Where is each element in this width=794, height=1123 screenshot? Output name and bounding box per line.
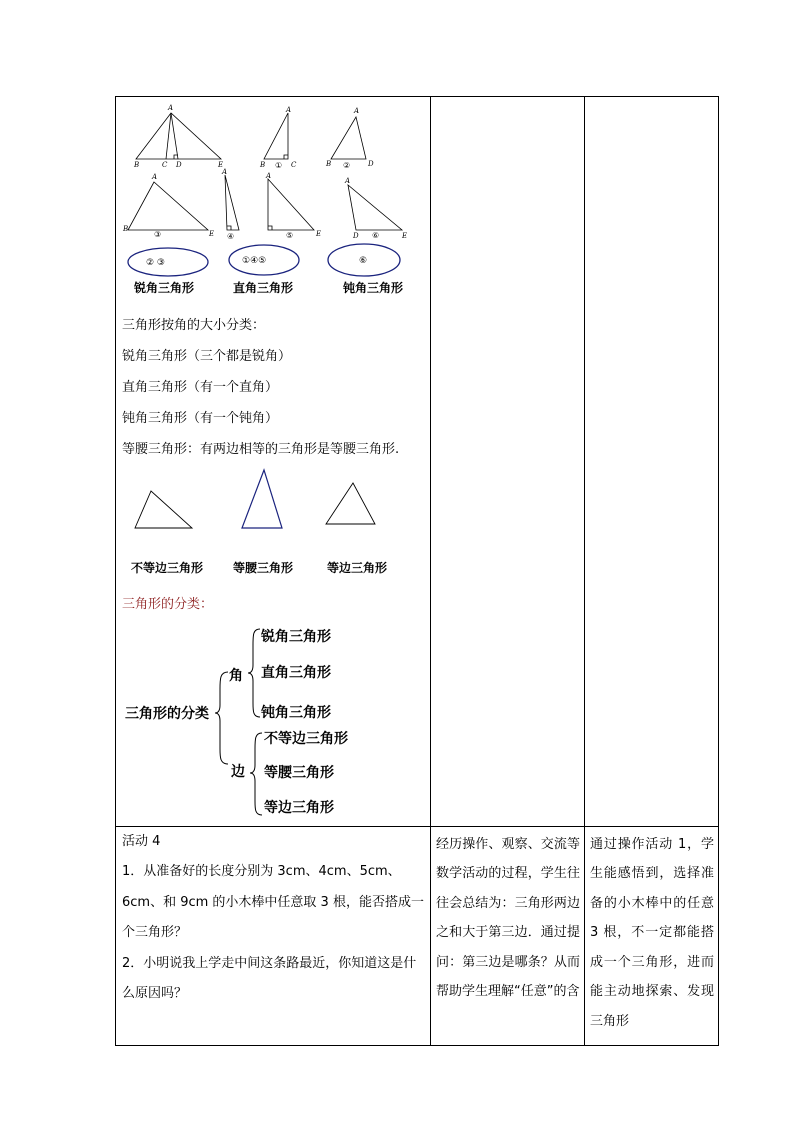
isosceles-triangle (242, 470, 282, 528)
vertex-b: B (123, 225, 129, 233)
side-item-isosceles: 等腰三角形 (264, 765, 334, 781)
angle-heading: 三角形按角的大小分类： (122, 318, 266, 333)
note-cell (585, 826, 719, 1045)
vertex-c: C (162, 161, 168, 169)
triangle-6 (348, 185, 402, 230)
side-label: 边 (231, 764, 245, 780)
content-cell (116, 97, 431, 827)
group-members: ② ③ (146, 258, 165, 268)
vertex-a: A (345, 177, 351, 185)
triangle-3 (128, 182, 208, 230)
angle-item-right: 直角三角形 (261, 665, 331, 681)
purpose-cell-top (431, 97, 585, 827)
vertex-b: B (260, 161, 266, 169)
acute-definition: 锐角三角形（三个都是锐角） (122, 349, 292, 364)
vertex-a: A (152, 173, 158, 181)
triangle-figures (116, 97, 430, 297)
vertex-b: B (326, 160, 332, 168)
activity4-question1: 1．从准备好的长度分别为 3cm、4cm、5cm、6cm、和 9cm 的小木棒中任意取 3 根，能否搭成一个三角形？ (122, 864, 424, 941)
angle-label: 角 (229, 668, 243, 684)
side-item-scalene: 不等边三角形 (264, 731, 348, 747)
triangle-4 (225, 175, 239, 230)
isosceles-definition: 等腰三角形：有两边相等的三角形是等腰三角形. (122, 442, 400, 457)
classification-heading: 三角形的分类： (122, 597, 214, 612)
activity4-title: 活动 4 (122, 833, 161, 849)
vertex-d: D (368, 160, 374, 168)
vertex-a: A (222, 168, 228, 176)
group-label-acute: 锐角三角形 (134, 281, 195, 295)
vertex-b: B (134, 161, 140, 169)
angle-item-acute: 锐角三角形 (261, 629, 331, 645)
triangle-number: ① (275, 161, 283, 170)
activity-cell (116, 826, 431, 1045)
triangle-number: ④ (227, 232, 235, 241)
vertex-c: C (291, 161, 297, 169)
angle-brace (248, 629, 260, 717)
group-label-right: 直角三角形 (233, 281, 294, 295)
angle-item-obtuse: 钝角三角形 (261, 705, 331, 721)
scalene-triangle (135, 491, 192, 528)
vertex-d: D (176, 161, 182, 169)
vertex-d: D (353, 232, 359, 240)
vertex-e: E (402, 232, 408, 240)
isosceles-label: 等腰三角形 (233, 561, 294, 575)
group-members: ⑥ (359, 256, 368, 266)
triangle-2 (331, 117, 366, 159)
vertex-e: E (316, 230, 322, 238)
scalene-label: 不等边三角形 (131, 561, 204, 575)
vertex-a: A (286, 106, 292, 114)
equilateral-label: 等边三角形 (327, 561, 388, 575)
vertex-e: E (218, 161, 224, 169)
vertex-a: A (168, 104, 174, 112)
side-item-equilateral: 等边三角形 (264, 800, 334, 816)
purpose-text: 经历操作、观察、交流等数学活动的过程，学生往往会总结为：三角形两边之和大于第三边．通过提问：第三边是哪条？从而帮助学生理解“任意”的含 (436, 836, 580, 1000)
triangle-number: ③ (154, 230, 162, 239)
side-brace (250, 733, 262, 815)
group-label-obtuse: 钝角三角形 (343, 281, 404, 295)
vertex-a: A (354, 107, 360, 115)
activity4-question2: 2．小明说我上学走中间这条路最近，你知道这是什么原因吗？ (122, 955, 417, 1002)
classification-root: 三角形的分类 (125, 706, 209, 722)
triangle-number: ② (343, 161, 351, 170)
note-text: 通过操作活动 1，学生能感悟到，选择准备的小木棒中的任意 3 根，不一定都能搭成一个三角形，进而能主动地探索、发现三角形 (590, 836, 714, 1029)
right-definition: 直角三角形（有一个直角） (122, 380, 279, 395)
triangle-number: ⑥ (372, 231, 380, 240)
activity4-block (122, 827, 424, 1010)
group-members: ①④⑤ (242, 256, 267, 266)
group-ellipse-acute (128, 248, 208, 276)
side-triangle-figures (116, 462, 430, 532)
triangle-number: ⑤ (286, 231, 294, 240)
vertex-a: A (266, 172, 272, 180)
triangle-1 (264, 113, 288, 159)
triangle-ade (136, 113, 221, 159)
purpose-cell (431, 826, 585, 1045)
equilateral-triangle (326, 483, 375, 524)
note-cell-top (585, 97, 719, 827)
root-brace (215, 672, 228, 764)
lesson-table (115, 96, 719, 1046)
obtuse-definition: 钝角三角形（有一个钝角） (122, 411, 279, 426)
vertex-e: E (209, 230, 215, 238)
triangle-5 (268, 179, 314, 230)
